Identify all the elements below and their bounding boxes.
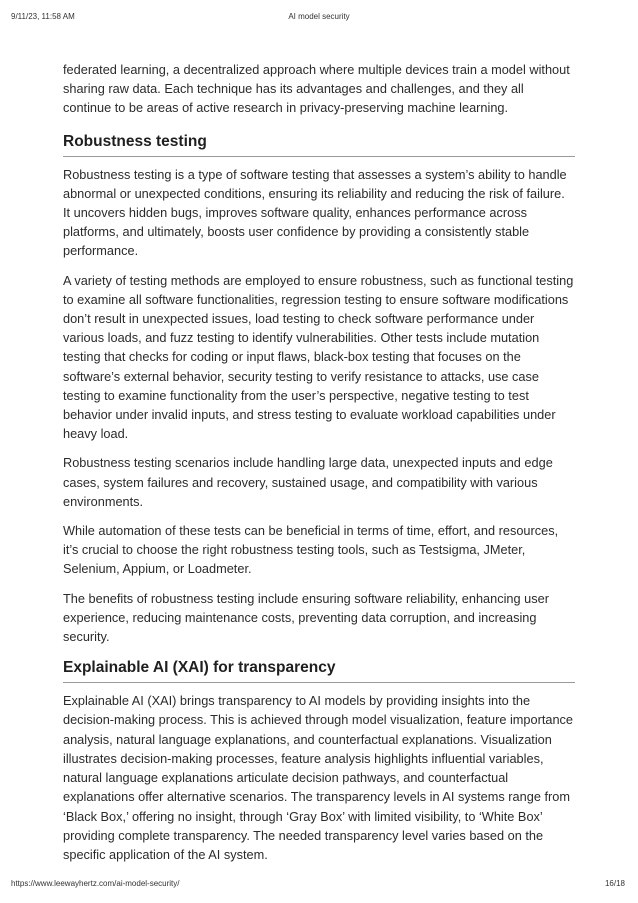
article-content (63, 60, 575, 864)
xai-paragraph: Explainable AI (XAI) brings transparency to AI models by providing insights into the decision-making process. This is achieved through model visualization, feature importance analysis, natural language explanations, and counterfactual explanations. Visualization illustrates decision-making processes, feature analysis highlights influential variables, natural language explanations articulate decision pathways, and counterfactual explanations offer alternative scenarios. The transparency levels in AI systems range from ‘Black Box,’ offering no insight, through ‘Gray Box’ with limited visibility, to ‘White Box’ providing complete transparency. The needed transparency level varies based on the specific application of the AI system. (63, 693, 574, 862)
intro-paragraph: federated learning, a decentralized approach where multiple devices train a model without sharing raw data. Each technique has its advantages and challenges, and they all continue to be areas of active research in privacy-preserving machine learning. (63, 62, 570, 116)
robustness-heading: Robustness testing (63, 132, 575, 157)
robustness-paragraph: The benefits of robustness testing include ensuring software reliability, enhancing user experience, reducing maintenance costs, preventing data corruption, and increasing security. (63, 590, 549, 645)
print-footer (0, 879, 638, 891)
print-header (0, 12, 638, 24)
xai-heading: Explainable AI (XAI) for transparency (63, 658, 575, 683)
robustness-paragraph: Robustness testing is a type of software testing that assesses a system’s ability to handle abnormal or unexpected conditions, ensuring its reliability and reducing the risk of failure. It uncovers hidden bugs, improves software quality, enhances performance across platforms, and ultimately, boosts user confidence by providing a consistently stable performance. (63, 166, 567, 259)
source-url-link[interactable]: https://www.leewayhertz.com/ai-model-security/ (11, 879, 180, 888)
page-number: 16/18 (604, 879, 625, 888)
robustness-paragraph: Robustness testing scenarios include handling large data, unexpected inputs and edge cases, system failures and recovery, sustained usage, and compatibility with various environments. (63, 455, 553, 509)
print-page-title: AI model security (288, 12, 350, 21)
robustness-paragraph: A variety of testing methods are employed to ensure robustness, such as functional testing to examine all software functionalities, regression testing to ensure software modifications don’t result in unexpected issues, load testing to check software performance under various loads, and fuzz testing to identify vulnerabilities. Other tests include mutation testing that checks for coding or input flaws, black-box testing that focuses on the software’s external behavior, security testing to verify resistance to attacks, use case testing to examine functionality from the user’s perspective, negative testing to test behavior under invalid inputs, and stress testing to evaluate workload capabilities under heavy load. (63, 272, 574, 442)
robustness-paragraph: While automation of these tests can be beneficial in terms of time, effort, and resources, it’s crucial to choose the right robustness testing tools, such as Testsigma, JMeter, Selenium, Appium, or Loadmeter. (63, 523, 559, 577)
print-datetime: 9/11/23, 11:58 AM (11, 12, 75, 21)
